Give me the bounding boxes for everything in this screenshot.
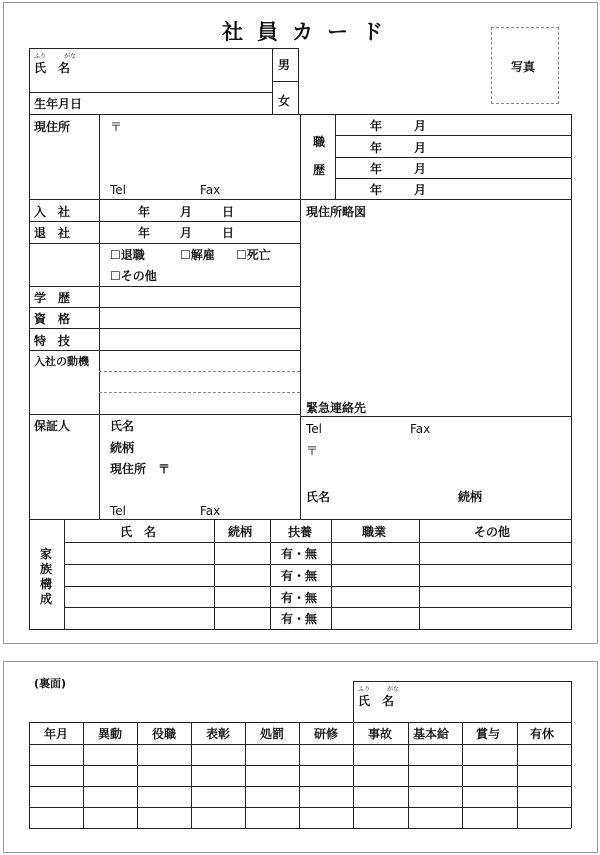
map-label: 現住所略図 (306, 205, 367, 219)
leave-reason-other-checkbox[interactable]: ☐その他 (110, 269, 157, 283)
family-label-char: 家 (40, 547, 53, 561)
career-month: 月 (414, 141, 427, 155)
postal-mark: 〒 (110, 120, 123, 134)
guarantor-label: 保証人 (34, 419, 71, 433)
family-header-name: 氏 名 (120, 525, 157, 539)
back-header-position: 役職 (152, 727, 177, 741)
career-year: 年 (370, 162, 383, 176)
join-year: 年 (138, 205, 151, 219)
back-name-ruby-furi: ふり (358, 686, 371, 693)
back-header-transfer: 異動 (98, 727, 123, 741)
emergency-fax-label: Fax (410, 422, 431, 436)
leave-label: 退 社 (34, 226, 71, 240)
card-title: 社員カード (222, 20, 397, 44)
emergency-tel-label: Tel (306, 422, 323, 436)
career-month: 月 (414, 119, 427, 133)
leave-reason-dismiss-checkbox[interactable]: ☐解雇 (180, 248, 215, 262)
career-label-2: 歴 (313, 163, 326, 177)
leave-reason-retire-checkbox[interactable]: ☐退職 (110, 248, 145, 262)
career-year: 年 (370, 119, 383, 133)
guarantor-address-label: 現住所 〒 (110, 462, 171, 476)
dependent-option[interactable]: 有・無 (281, 591, 318, 605)
family-header-occupation: 職業 (362, 525, 387, 539)
join-day: 日 (222, 205, 235, 219)
back-header-accident: 事故 (368, 727, 393, 741)
family-label-char: 族 (40, 562, 53, 576)
gender-female[interactable]: 女 (278, 94, 291, 108)
back-header-award: 表彰 (206, 727, 231, 741)
qualification-label: 資 格 (34, 312, 71, 326)
emergency-postal-mark: 〒 (306, 444, 319, 458)
back-card (3, 661, 598, 853)
back-name-label: 氏 名 (358, 694, 395, 708)
motive-label: 入社の動機 (34, 355, 89, 368)
name-field[interactable] (90, 50, 270, 90)
back-header-penalty: 処罰 (260, 727, 285, 741)
fax-label: Fax (200, 183, 221, 197)
career-month: 月 (414, 162, 427, 176)
back-header-paid-leave: 有休 (530, 727, 555, 741)
family-header-relation: 続柄 (228, 525, 253, 539)
leave-year: 年 (138, 226, 151, 240)
name-ruby-furi: ふり (34, 53, 47, 60)
back-header-yearmonth: 年月 (44, 727, 69, 741)
dependent-option[interactable]: 有・無 (281, 569, 318, 583)
birthdate-label: 生年月日 (34, 97, 83, 111)
family-header-other: その他 (474, 525, 511, 539)
back-header-bonus: 賞与 (476, 727, 501, 741)
photo-label: 写真 (511, 60, 536, 74)
emergency-label: 緊急連絡先 (306, 401, 367, 415)
dependent-option[interactable]: 有・無 (281, 612, 318, 626)
back-header-training: 研修 (314, 727, 339, 741)
guarantor-name-label: 氏名 (110, 419, 135, 433)
dependent-option[interactable]: 有・無 (281, 547, 318, 561)
family-header-dependent: 扶養 (288, 525, 313, 539)
address-label: 現住所 (34, 120, 71, 134)
career-label-1: 職 (313, 135, 326, 149)
leave-reason-death-checkbox[interactable]: ☐死亡 (236, 248, 271, 262)
career-year: 年 (370, 141, 383, 155)
back-label: (裏面) (34, 677, 67, 690)
family-label-char: 構 (40, 577, 53, 591)
guarantor-relation-label: 続柄 (110, 441, 135, 455)
name-label: 氏 名 (34, 61, 71, 75)
education-label: 学 歴 (34, 291, 71, 305)
guarantor-fax-label: Fax (200, 504, 221, 518)
career-year: 年 (370, 183, 383, 197)
skill-label: 特 技 (34, 334, 71, 348)
gender-male[interactable]: 男 (278, 58, 291, 72)
guarantor-tel-label: Tel (110, 504, 127, 518)
emergency-relation-label: 続柄 (458, 490, 483, 504)
join-month: 月 (180, 205, 193, 219)
emergency-name-label: 氏名 (306, 490, 331, 504)
leave-month: 月 (180, 226, 193, 240)
name-ruby-gana: がな (64, 53, 77, 60)
back-header-salary: 基本給 (413, 727, 450, 741)
back-name-ruby-gana: がな (387, 686, 400, 693)
leave-day: 日 (222, 226, 235, 240)
tel-label: Tel (110, 183, 127, 197)
career-month: 月 (414, 183, 427, 197)
join-label: 入 社 (34, 205, 71, 219)
family-label-char: 成 (40, 592, 53, 606)
